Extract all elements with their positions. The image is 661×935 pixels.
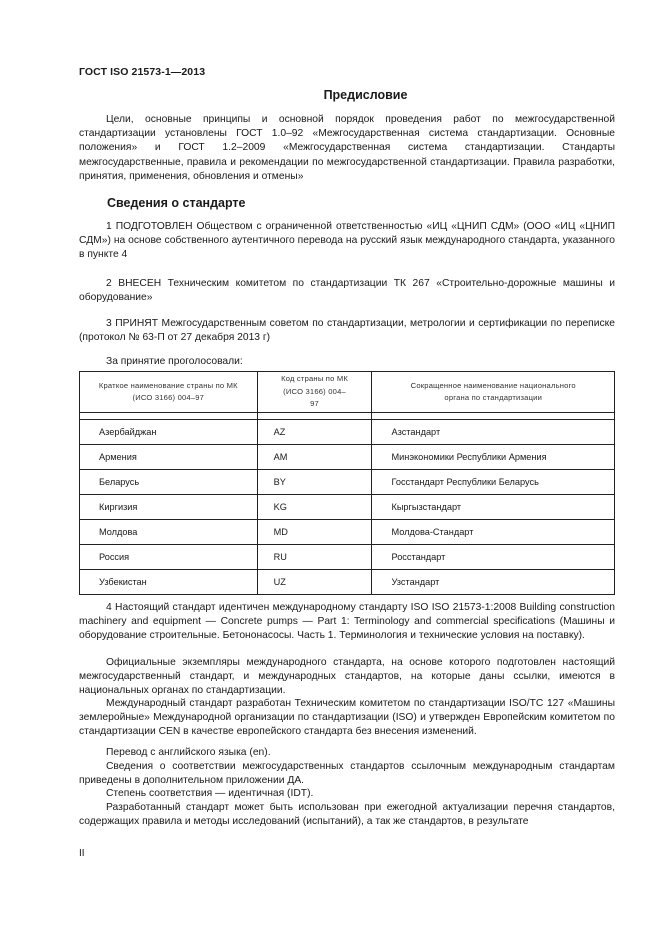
body-paragraph-3: Перевод с английского языка (en). — [106, 747, 271, 758]
info-item-1: 1 ПОДГОТОВЛЕН Обществом с ограниченной ответственностью «ИЦ «ЦНИП СДМ» (ООО «ИЦ «ЦНИП СДМ») на основе собственного аутентичного перевода на русский язык международного стандарта, указанного в пункте 4 — [79, 221, 615, 261]
header-country-name: Краткое наименование страны по МК (ИСО 3166) 004–97 — [80, 372, 258, 413]
cell-country: Азербайджан — [80, 420, 258, 445]
cell-body: Госстандарт Республики Беларусь — [372, 470, 615, 495]
cell-code: AM — [257, 445, 372, 470]
body-paragraph-1: Официальные экземпляры международного стандарта, на основе которого подготовлен настоящий межгосударственный стандарт, и международных стандартов, на которые даны ссылки, имеются в национальных органах по стандартизации. — [79, 657, 615, 697]
cell-country: Узбекистан — [80, 570, 258, 595]
cell-body: Росстандарт — [372, 545, 615, 570]
cell-code: UZ — [257, 570, 372, 595]
table-row — [80, 520, 615, 545]
standard-code-header: ГОСТ ISO 21573-1—2013 — [79, 66, 206, 78]
cell-code: AZ — [257, 420, 372, 445]
table-header-row — [80, 372, 615, 413]
table-row — [80, 545, 615, 570]
cell-country: Киргизия — [80, 495, 258, 520]
header-national-body: Сокращенное наименование национального органа по стандартизации — [372, 372, 615, 413]
info-title: Сведения о стандарте — [107, 196, 246, 210]
cell-country: Россия — [80, 545, 258, 570]
info-item-3: 3 ПРИНЯТ Межгосударственным советом по стандартизации, метрологии и сертификации по переписке (протокол № 63-П от 27 декабря 2013 г) — [79, 318, 615, 344]
cell-body: Минэкономики Республики Армения — [372, 445, 615, 470]
foreword-title-text: Предисловие — [323, 88, 408, 102]
cell-body: Молдова-Стандарт — [372, 520, 615, 545]
voted-label: За принятие проголосовали: — [106, 356, 243, 367]
body-paragraph-2: Международный стандарт разработан Техническим комитетом по стандартизации ISO/TC 127 «Машины землеройные» Международной организации по стандартизации (ISO) и утвержден Европейским комитетом по стандартизации CEN в качестве европейского стандарта без внесения изменений. — [79, 698, 615, 738]
cell-code: MD — [257, 520, 372, 545]
body-paragraph-5: Степень соответствия — идентичная (IDT). — [106, 788, 314, 799]
body-item-4: 4 Настоящий стандарт идентичен международному стандарту ISO ISO 21573-1:2008 Building construction machinery and equipment — Concrete pumps — Part 1: Terminology and commercial specifications (Машины и оборудование строительные. Бетононасосы. Часть 1. Терминология и технические условия на поставку). — [79, 602, 615, 642]
body-paragraph-6: Разработанный стандарт может быть использован при ежегодной актуализации перечня стандартов, содержащих правила и методы исследований (испытаний), а так же стандартов, в результате — [79, 802, 615, 828]
header-country-code: Код страны по МК (ИСО 3166) 004–97 — [257, 372, 372, 413]
cell-code: RU — [257, 545, 372, 570]
table-row — [80, 570, 615, 595]
voting-countries-table — [79, 371, 615, 595]
cell-body: Узстандарт — [372, 570, 615, 595]
table-spacer-row — [80, 413, 615, 420]
info-item-2: 2 ВНЕСЕН Техническим комитетом по стандартизации ТК 267 «Строительно-дорожные машины и оборудование» — [79, 278, 615, 304]
cell-country: Армения — [80, 445, 258, 470]
table-row — [80, 445, 615, 470]
cell-code: KG — [257, 495, 372, 520]
cell-body: Кыргызстандарт — [372, 495, 615, 520]
table-row — [80, 470, 615, 495]
page-number: II — [79, 848, 85, 859]
foreword-paragraph: Цели, основные принципы и основной порядок проведения работ по межгосударственной стандартизации установлены ГОСТ 1.0–92 «Межгосударственная система стандартизации. Основные положения» и ГОСТ 1.2–2009 «Межгосударственная система стандартизации. Стандарты межгосударственные, правила и рекомендации по межгосударственной стандартизации. Правила разработки, принятия, применения, обновления и отмены» — [79, 114, 615, 182]
table-row — [80, 420, 615, 445]
body-paragraph-4: Сведения о соответствии межгосударственных стандартов ссылочным международным стандартам приведены в дополнительном приложении ДА. — [79, 761, 615, 787]
cell-code: BY — [257, 470, 372, 495]
cell-country: Молдова — [80, 520, 258, 545]
cell-country: Беларусь — [80, 470, 258, 495]
foreword-title — [0, 88, 661, 102]
table-row — [80, 495, 615, 520]
cell-body: Азстандарт — [372, 420, 615, 445]
